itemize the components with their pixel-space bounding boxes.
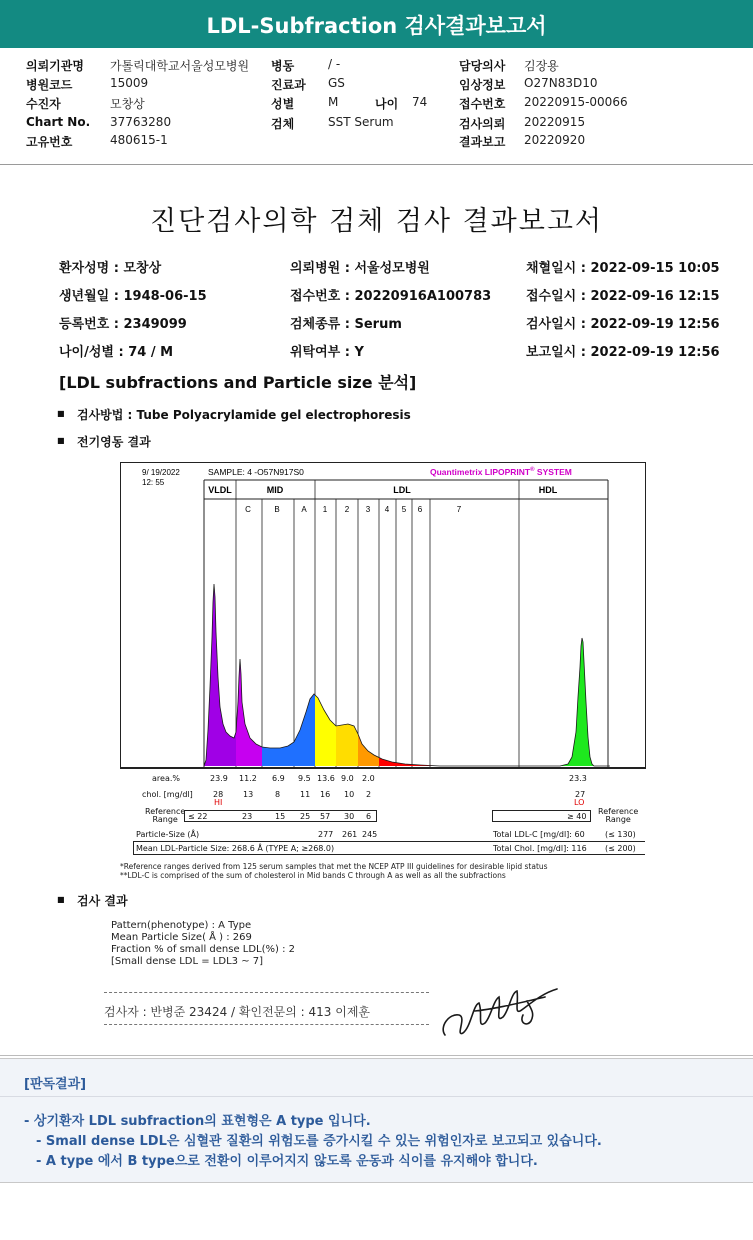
particle-value: 261 [342, 830, 358, 839]
info-label: 담당의사 [459, 59, 506, 73]
signer-line: 검사자 : 반병준 23424 / 확인전문의 : 413 이제훈 [104, 1005, 371, 1019]
densitometry-fills [204, 584, 610, 766]
info-value: 가톨릭대학교서울성모병원 [110, 59, 250, 73]
total-ldl-ref: (≤ 130) [605, 830, 636, 839]
chart-date: 9/ 19/2022 [142, 468, 180, 477]
info-label: 검체 [271, 117, 295, 131]
particle-value: 277 [318, 830, 334, 839]
info-label: 접수번호 [459, 97, 506, 111]
info-value: 20220915-00066 [524, 95, 628, 109]
lo-flag: LO [574, 798, 585, 807]
densitometry-curve [204, 584, 610, 766]
mean-ldl-size: Mean LDL-Particle Size: 268.6 Å (TYPE A; ≥268.0) [136, 844, 335, 853]
band-label: 1 [322, 505, 328, 514]
patient-field: 생년월일 : 1948-06-15 [59, 289, 207, 304]
chart-brand: Quantimetrix LIPOPRINT® SYSTEM [430, 467, 572, 477]
info-value: 20220915 [524, 115, 586, 129]
info-label: 고유번호 [26, 135, 73, 149]
area-value: 13.6 [317, 774, 335, 783]
ref-value: ≤ 22 [188, 812, 208, 821]
chol-value: 2 [366, 790, 372, 799]
ref-value-hdl: ≥ 40 [567, 812, 587, 821]
band-label: 2 [344, 505, 350, 514]
result-line: [Small dense LDL = LDL3 ~ 7] [111, 956, 264, 967]
group-label-ldl: LDL [393, 485, 411, 495]
band-label: B [274, 505, 280, 514]
fill-band-b-a [204, 584, 610, 766]
signature-rule [104, 992, 429, 993]
fill-band-1 [204, 584, 610, 766]
info-value: M [328, 95, 339, 109]
divider [0, 1055, 753, 1056]
result-heading: ■ 검사 결과 [77, 892, 128, 909]
band-label: 6 [417, 505, 423, 514]
info-row [0, 115, 753, 133]
row-label-particle: Particle-Size (Å) [136, 830, 200, 839]
info-label: Chart No. [26, 115, 91, 129]
row-label-ref: Reference Range [145, 807, 186, 824]
chol-value: 11 [300, 790, 311, 799]
band-label: C [245, 505, 251, 514]
band-label: 7 [456, 505, 462, 514]
fill-hdl [204, 584, 610, 766]
electro-heading: ■ 전기영동 결과 [77, 433, 151, 450]
band-label: 5 [401, 505, 407, 514]
fill-band-c [204, 584, 610, 766]
area-value: 9.0 [341, 774, 354, 783]
footnote: **LDL-C is comprised of the sum of cholesterol in Mid bands C through A as well as all the subfractions [120, 871, 506, 880]
row-label-chol: chol. [mg/dl] [142, 790, 193, 799]
info-value: SST Serum [328, 115, 394, 129]
info-value: 15009 [110, 76, 149, 90]
area-value: 6.9 [272, 774, 285, 783]
area-value: 2.0 [362, 774, 375, 783]
result-line: Pattern(phenotype) : A Type [111, 920, 252, 931]
ref-value: 23 [242, 812, 253, 821]
patient-field: 보고일시 : 2022-09-19 12:56 [526, 345, 720, 360]
fill-band-3 [204, 584, 610, 766]
chart-sample: SAMPLE: 4 -O57N917S0 [208, 467, 304, 477]
ref-value: 30 [344, 812, 355, 821]
info-label: 임상정보 [459, 78, 506, 92]
chart-time: 12: 55 [142, 478, 165, 487]
result-line: Fraction % of small dense LDL(%) : 2 [111, 944, 296, 955]
area-value: 23.9 [210, 774, 228, 783]
result-block [111, 920, 295, 968]
info-value: / - [328, 57, 341, 71]
chol-value: 8 [275, 790, 281, 799]
info-row [0, 76, 753, 94]
band-label: A [301, 505, 307, 514]
info-panel [0, 48, 753, 166]
chol-value: 10 [344, 790, 355, 799]
handwritten-signature [435, 983, 560, 1045]
row-label-ref-right: Reference Range [598, 807, 639, 824]
info-label: 성별 [271, 97, 295, 111]
info-label: 진료과 [271, 78, 306, 92]
ref-value: 15 [275, 812, 286, 821]
group-label-mid: MID [266, 485, 284, 495]
area-value-hdl: 23.3 [569, 774, 587, 783]
age-value: 74 [412, 95, 428, 109]
info-row [0, 133, 753, 151]
info-label: 검사의뢰 [459, 117, 506, 131]
fill-vldl [204, 584, 610, 766]
result-line: Mean Particle Size( Å ) : 269 [111, 932, 252, 943]
fill-band-2 [204, 584, 610, 766]
group-label-vldl: VLDL [208, 485, 232, 495]
hi-flag: HI [214, 798, 223, 807]
area-value: 11.2 [239, 774, 257, 783]
info-row [0, 95, 753, 113]
method-line: ■ 검사방법 : Tube Polyacrylamide gel electrophoresis [77, 406, 411, 423]
ref-value: 6 [366, 812, 372, 821]
info-value: 20220920 [524, 133, 586, 147]
info-value: GS [328, 76, 345, 90]
lipoprint-table [120, 768, 646, 854]
patient-field: 검사일시 : 2022-09-19 12:56 [526, 317, 720, 332]
age-label: 나이 [375, 97, 399, 111]
area-value: 9.5 [298, 774, 311, 783]
judgement-heading: [판독결과] [24, 1077, 87, 1092]
footnote: *Reference ranges derived from 125 serum samples that met the NCEP ATP III guidelines for desirable lipid status [120, 862, 548, 871]
chol-value-hdl: 27 [575, 790, 586, 799]
divider [0, 164, 753, 165]
judgement-divider [0, 1096, 753, 1097]
patient-field: 등록번호 : 2349099 [59, 317, 187, 332]
info-label: 결과보고 [459, 135, 506, 149]
info-value: 모창상 [110, 97, 145, 111]
chol-value: 13 [243, 790, 254, 799]
report-banner: LDL-Subfraction 검사결과보고서 [0, 0, 753, 48]
patient-field: 환자성명 : 모창상 [59, 261, 162, 276]
info-value: 김장용 [524, 59, 559, 73]
patient-field: 접수일시 : 2022-09-16 12:15 [526, 289, 720, 304]
particle-value: 245 [362, 830, 378, 839]
band-label: 3 [365, 505, 371, 514]
group-label-hdl: HDL [538, 485, 558, 495]
judgement-panel [0, 1058, 753, 1183]
info-value: 37763280 [110, 115, 172, 129]
total-chol-ref: (≤ 200) [605, 844, 636, 853]
chol-value: 16 [320, 790, 331, 799]
section-title: [LDL subfractions and Particle size 분석] [59, 373, 417, 392]
patient-field: 의뢰병원 : 서울성모병원 [290, 261, 430, 276]
row-label-area: area.% [152, 774, 180, 783]
info-value: 480615-1 [110, 133, 168, 147]
fill-band-4-7 [204, 584, 610, 766]
patient-field: 접수번호 : 20220916A100783 [290, 289, 492, 304]
info-row [0, 57, 753, 75]
signature-rule [104, 1024, 429, 1025]
patient-field: 검체종류 : Serum [290, 317, 402, 332]
chol-value: 28 [213, 790, 224, 799]
band-label: 4 [384, 505, 390, 514]
info-value: O27N83D10 [524, 76, 598, 90]
ref-value: 25 [300, 812, 311, 821]
scanned-report [7, 175, 746, 1050]
patient-field: 위탁여부 : Y [290, 345, 364, 360]
judgement-line: - Small dense LDL은 심혈관 질환의 위험도를 증가시킬 수 있는 위험인자로 보고되고 있습니다. [36, 1134, 602, 1149]
ref-value: 57 [320, 812, 331, 821]
band-boundaries [236, 480, 519, 768]
judgement-line: - A type 에서 B type으로 전환이 이루어지지 않도록 운동과 식이를 유지해야 합니다. [36, 1154, 538, 1169]
info-label: 병원코드 [26, 78, 73, 92]
patient-field: 채혈일시 : 2022-09-15 10:05 [526, 261, 720, 276]
info-label: 수진자 [26, 97, 61, 111]
report-title: 진단검사의학 검체 검사 결과보고서 [150, 206, 603, 237]
info-label: 병동 [271, 59, 295, 73]
judgement-line: - 상기환자 LDL subfraction의 표현형은 A type 입니다. [24, 1114, 371, 1129]
total-chol: Total Chol. [mg/dl]: 116 [493, 844, 587, 853]
lipoprint-chart [120, 462, 646, 768]
patient-field: 나이/성별 : 74 / M [59, 345, 174, 360]
info-label: 의뢰기관명 [26, 59, 84, 73]
total-ldl: Total LDL-C [mg/dl]: 60 [493, 830, 585, 839]
